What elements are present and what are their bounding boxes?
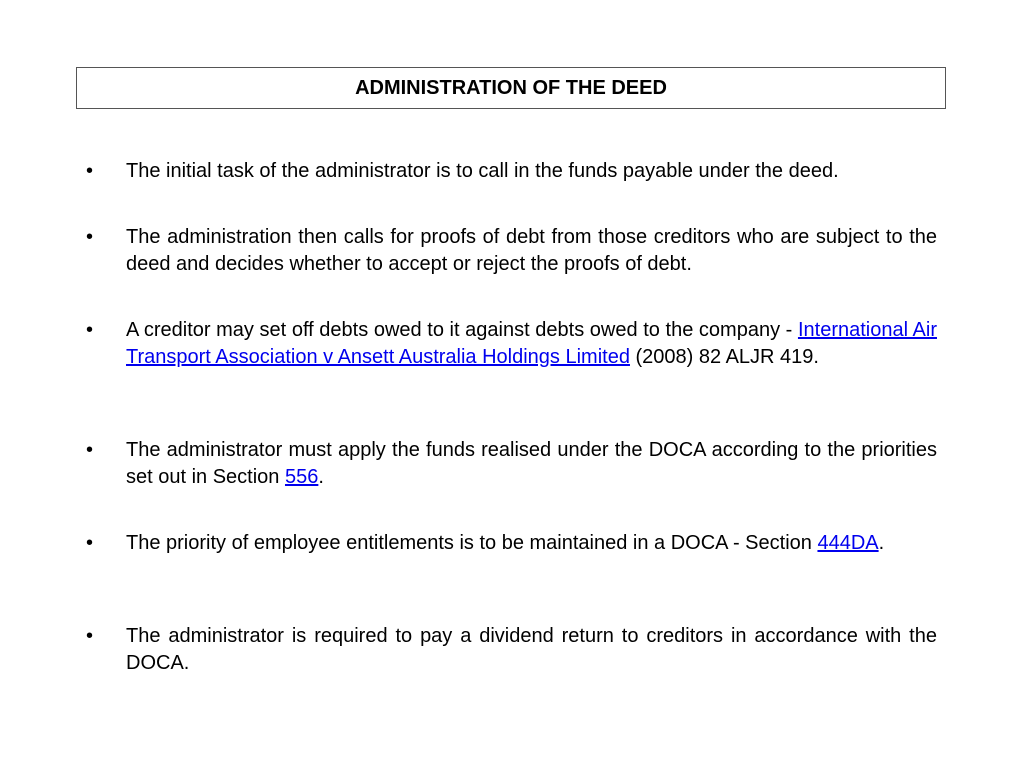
bullet-icon: • (86, 532, 94, 554)
bullet-icon: • (86, 439, 94, 461)
list-item (76, 530, 937, 557)
case-link[interactable]: International Air Transport Association v Ansett Australia Holdings Limited (126, 319, 937, 368)
list-item-text (126, 317, 937, 371)
list-item-text-after: . (318, 466, 324, 488)
list-item (76, 317, 937, 371)
list-item-text-before: A creditor may set off debts owed to it against debts owed to the company - (126, 319, 798, 341)
bullet-icon: • (86, 226, 94, 248)
list-item-text-before: The priority of employee entitlements is to be maintained in a DOCA - Section (126, 532, 818, 554)
section-444da-link[interactable]: 444DA (817, 532, 879, 554)
list-item-text-after: . (878, 532, 885, 554)
list-item-text: The administration then calls for proofs of debt from those creditors who are subject to the deed and decides whether to accept or reject the proofs of debt. (126, 226, 937, 275)
page-title: ADMINISTRATION OF THE DEED (355, 76, 667, 99)
list-item-text: The administrator is required to pay a dividend return to creditors in accordance with the DOCA. (126, 625, 937, 674)
bullet-icon: • (86, 319, 94, 341)
list-item (76, 623, 937, 677)
section-556-link[interactable]: 556 (284, 466, 319, 488)
list-item-text (126, 530, 937, 557)
bullet-icon: • (86, 160, 94, 182)
list-item-text (126, 437, 937, 491)
bullet-icon: • (86, 625, 94, 647)
list-item (76, 437, 937, 491)
list-item-text-after: (2008) 82 ALJR 419. (629, 346, 819, 368)
list-item (76, 158, 937, 185)
list-item (76, 224, 937, 278)
list-item-text: The initial task of the administrator is to call in the funds payable under the deed. (126, 160, 839, 182)
list-item-text-before: The administrator must apply the funds realised under the DOCA according to the priorities set out in Section (126, 439, 937, 488)
